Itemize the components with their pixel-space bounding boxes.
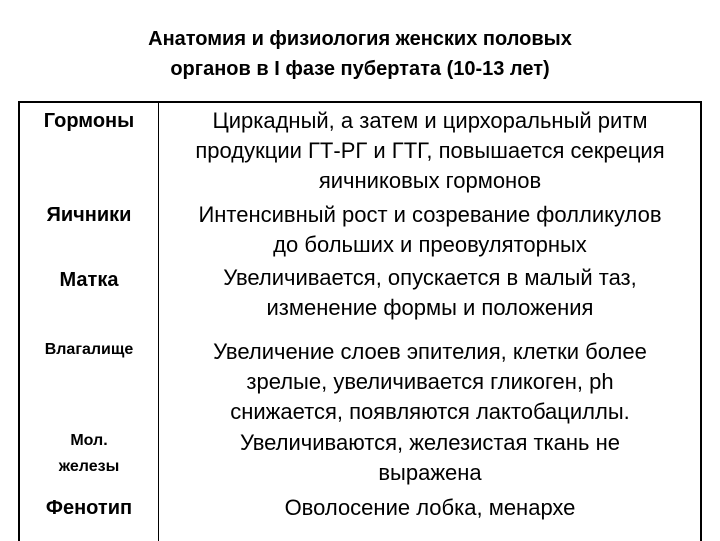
row-label-text: железы	[58, 458, 120, 475]
row-label-uterus	[20, 265, 158, 295]
column-divider	[158, 101, 159, 541]
row-label-ovaries	[20, 200, 158, 230]
row-desc-uterus	[160, 263, 700, 323]
row-desc-line: Увеличение слоев эпителия, клетки более	[213, 339, 647, 364]
row-desc-line: Увеличиваются, железистая ткань не	[239, 430, 621, 455]
row-desc-mammary-glands	[160, 428, 700, 488]
row-desc-line: изменение формы и положения	[266, 295, 594, 320]
row-label-hormones	[20, 106, 158, 136]
row-desc-hormones	[160, 106, 700, 196]
row-desc-line: Циркадный, а затем и цирхоральный ритм	[212, 108, 648, 133]
title-line-1: Анатомия и физиология женских половых	[148, 28, 572, 50]
row-desc-line: зрелые, увеличивается гликоген, ph	[246, 369, 614, 394]
row-label-vagina	[20, 337, 158, 363]
row-label-text: Мол.	[70, 432, 108, 449]
row-label-text: Влагалище	[44, 341, 134, 358]
row-label-text: Фенотип	[45, 497, 133, 519]
row-label-text: Гормоны	[43, 110, 135, 132]
row-desc-ovaries	[160, 200, 700, 260]
row-desc-vagina	[160, 337, 700, 427]
page-title	[60, 24, 660, 84]
row-label-text: Яичники	[46, 204, 132, 226]
row-desc-line: выражена	[378, 460, 482, 485]
row-label-mammary-glands	[20, 428, 158, 480]
row-desc-line: до больших и преовуляторных	[273, 232, 587, 257]
row-desc-line: яичниковых гормонов	[318, 168, 542, 193]
row-desc-line: Интенсивный рост и созревание фолликулов	[198, 202, 662, 227]
row-desc-line: Оволосение лобка, менархе	[284, 495, 576, 520]
row-desc-line: Увеличивается, опускается в малый таз,	[223, 265, 637, 290]
row-desc-line: продукции ГТ-РГ и ГТГ, повышается секреция	[195, 138, 665, 163]
row-label-phenotype	[20, 493, 158, 523]
row-label-text: Матка	[59, 269, 119, 291]
title-line-2: органов в I фазе пубертата (10-13 лет)	[170, 58, 550, 80]
row-desc-line: снижается, появляются лактобациллы.	[230, 399, 630, 424]
row-desc-phenotype	[160, 493, 700, 523]
